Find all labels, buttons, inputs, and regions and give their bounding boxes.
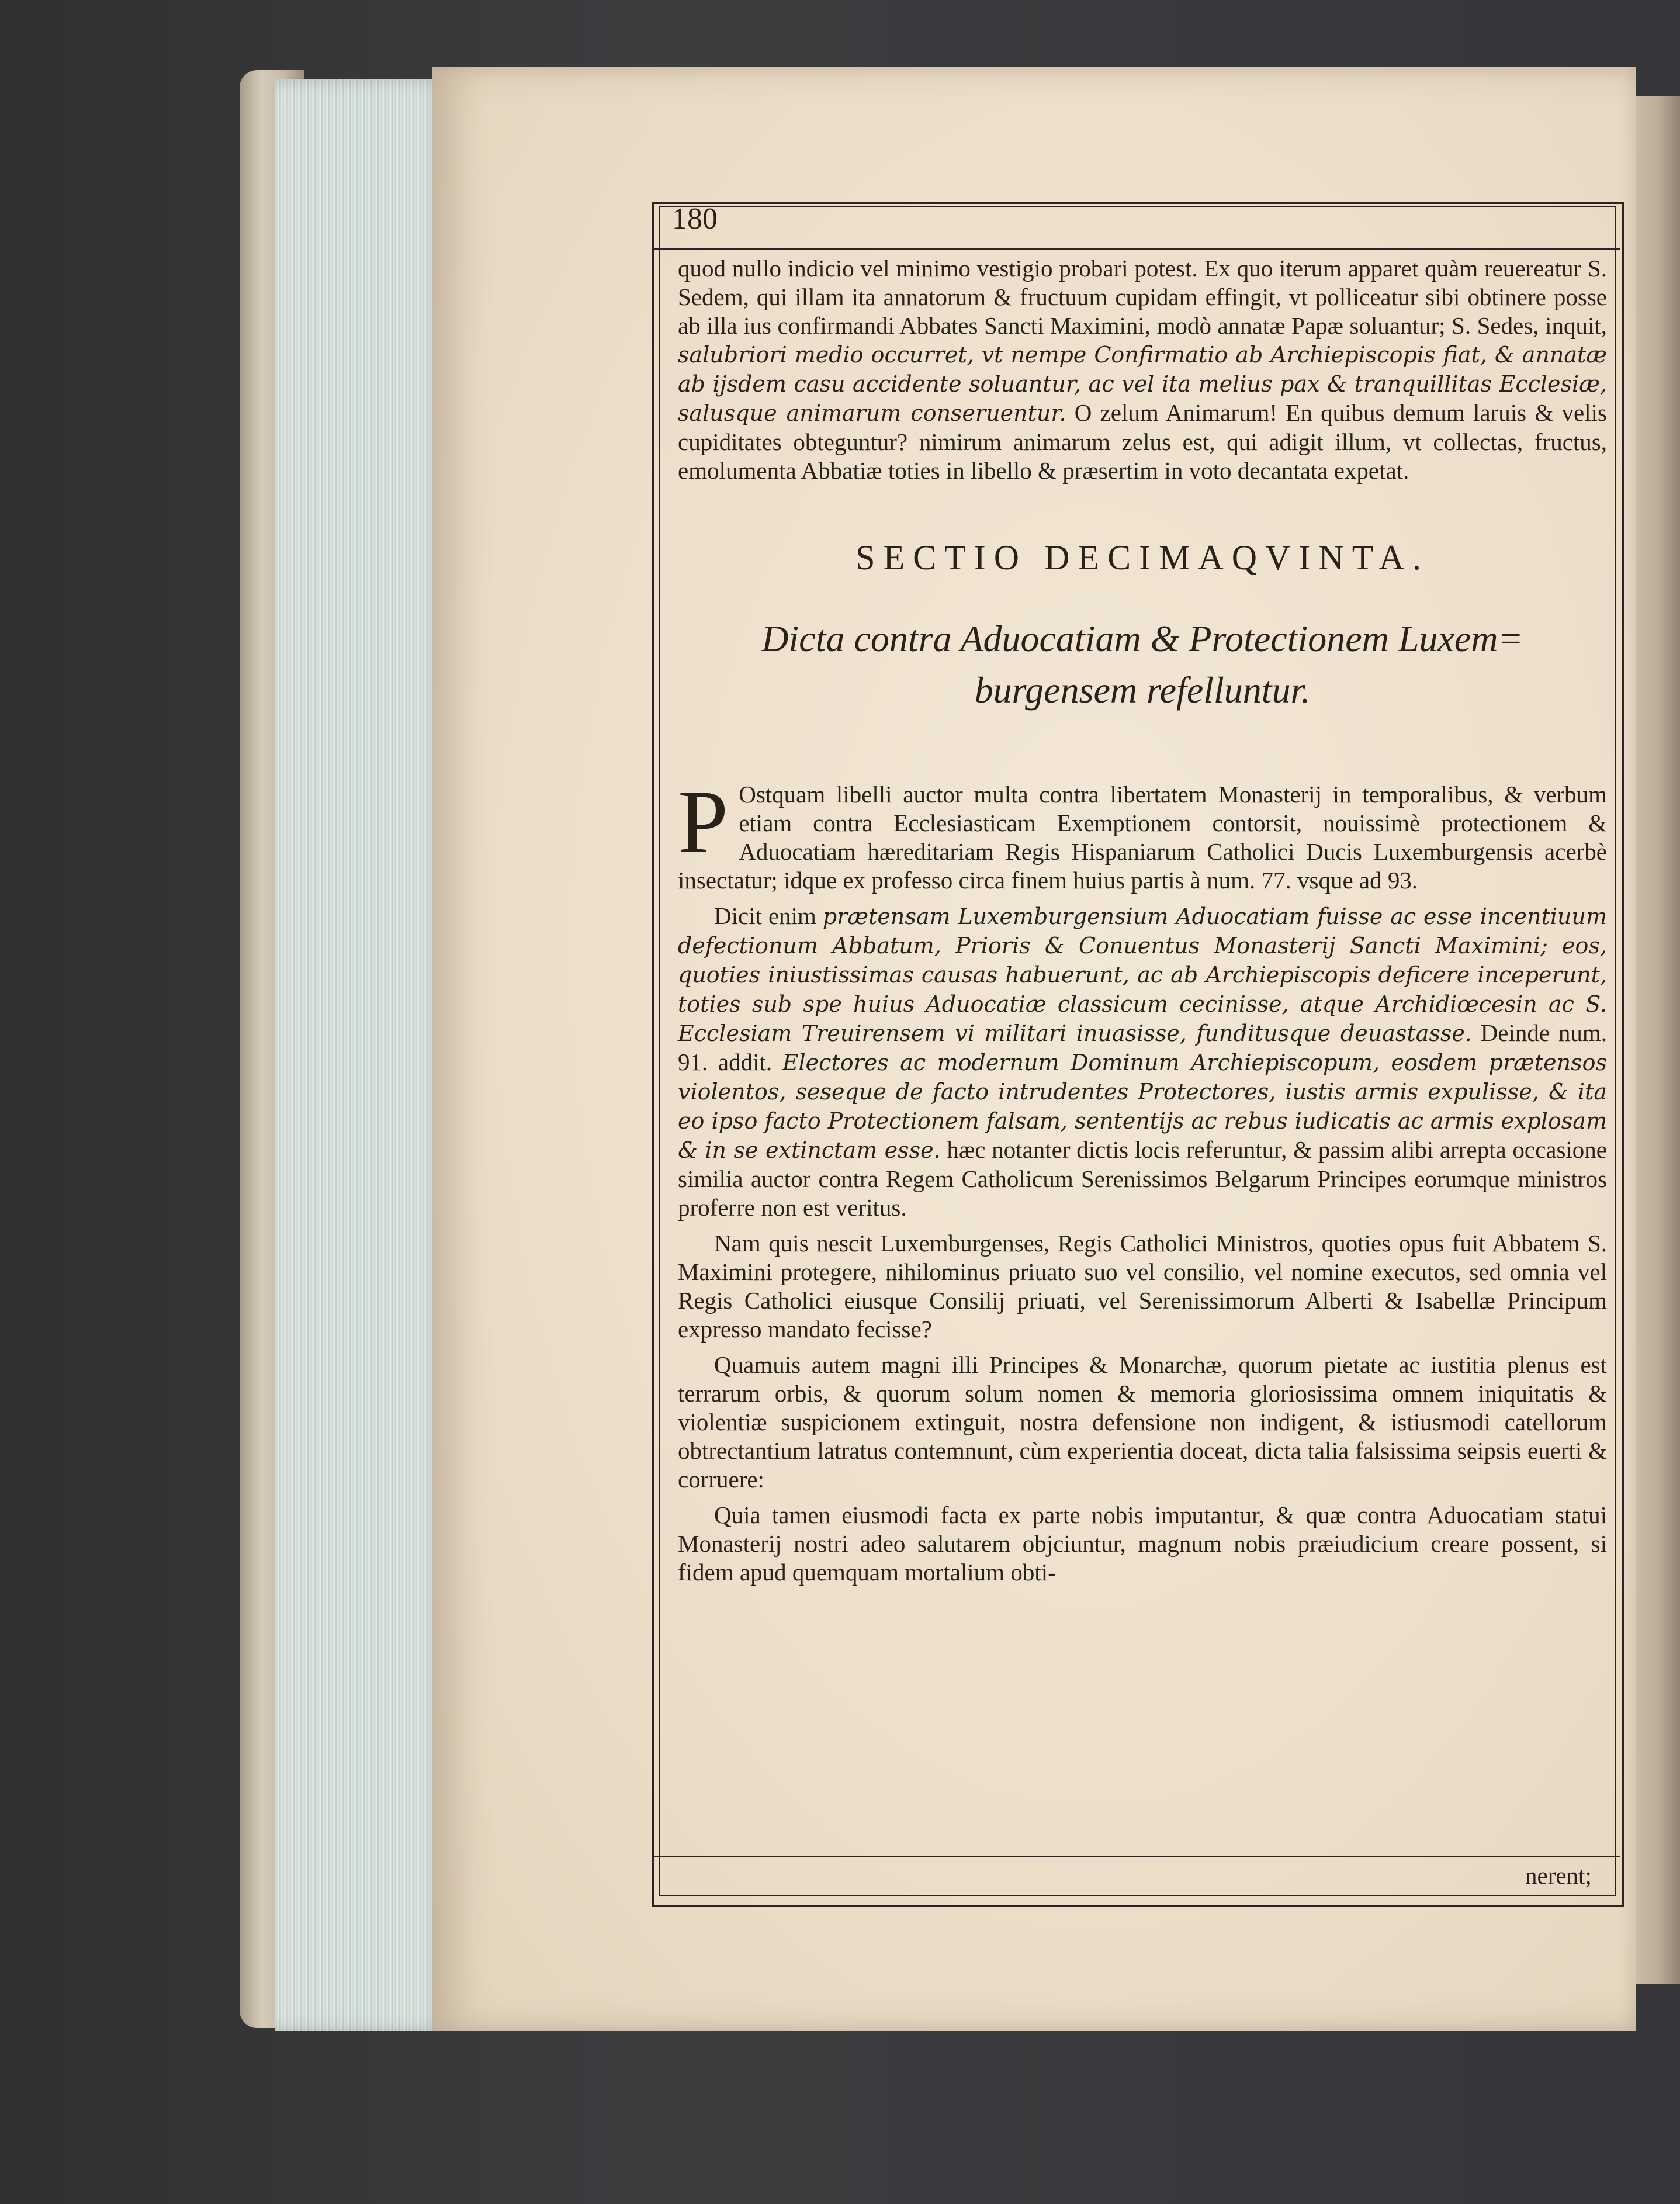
section-subtitle: [678, 613, 1607, 716]
paragraph-1-quote: salubriori medio occurret, vt nempe Confirmatio ab Archiepiscopis fiat, & annatæ ab ijsdem casu accidente soluantur, ac vel ita melius pax & tranquillitas Ecclesiæ, salusque animarum conseruentur.: [678, 342, 1607, 426]
subtitle-line-1: Dicta contra Aduocatiam & Protectionem Luxem=: [761, 618, 1523, 659]
paragraph-1-end: O zelum Animarum! En quibus demum laruis & velis cupiditates obteguntur? nimirum animarum zelus est, qui adigit illum, vt collectas, fructus, emolumenta Abbatiæ toties in libello & præsertim in voto decantata expetat.: [678, 399, 1607, 484]
page-number: 180: [672, 202, 718, 236]
header-rule: [652, 248, 1620, 250]
paragraph-6: Quia tamen eiusmodi facta ex parte nobis imputantur, & quæ contra Aduocatiam statui Monasterij nostri adeo salutarem objciuntur, magnum nobis præiudicium creare possent, si fidem apud quemquam mortalium obti-: [678, 1501, 1607, 1586]
paragraph-5: Quamuis autem magni illi Principes & Monarchæ, quorum pietate ac iustitia plenus est terrarum orbis, & quorum solum nomen & memoria gloriosissima omnem iniquitatis & violentiæ suspicionem extinguit, nostra defensione non indigent, & istiusmodi catellorum obtrectantium latratus contemnunt, cùm experientia doceat, dicta talia falsissima seipsis euerti & corruere:: [678, 1351, 1607, 1493]
paragraph-1: [678, 254, 1607, 485]
paragraph-3-quote-2: Electores ac modernum Dominum Archiepiscopum, eosdem prætensos violentos, seseque de facto intrudentes Protectores, iustis armis expulisse, & ita eo ipso facto Protectionem falsam, sententijs ac rebus iudicatis ac armis explosam & in se extinctam esse.: [678, 1050, 1607, 1163]
paragraph-3: [678, 902, 1607, 1222]
paragraph-4: Nam quis nescit Luxemburgenses, Regis Catholici Ministros, quoties opus fuit Abbatem S. Maximini protegere, nihilominus priuato suo vel consilio, vel nomine executos, sed omnia vel Regis Catholici eiusque Consilij priuati, vel Serenissimorum Alberti & Isabellæ Principum expresso mandato fecisse?: [678, 1230, 1607, 1343]
paragraph-2: [678, 771, 1607, 895]
footer-rule: [652, 1856, 1620, 1857]
page-edges: [275, 79, 450, 2031]
paragraph-3-end: hæc notanter dictis locis referuntur, & passim alibi arrepta occasione similia auctor contra Regem Catholicum Serenissimos Belgarum Principes eorumque ministros proferre non est veritus.: [678, 1136, 1608, 1221]
subtitle-line-2: burgensem refelluntur.: [974, 669, 1311, 711]
paragraph-3-mid: Deinde num. 91. addit.: [678, 1019, 1607, 1075]
paragraph-2-text: Ostquam libelli auctor multa contra libertatem Monasterij in temporalibus, & verbum etiam contra Ecclesiasticam Exemptionem contorsit, nouissimè protectionem & Aduocatiam hæreditariam Regis Hispaniarum Catholici Ducis Luxemburgensis acerbè insectatur; idque ex professo circa finem huius partis à num. 77. vsque ad 93.: [678, 781, 1607, 894]
section-title: SECTIO DECIMAQVINTA.: [855, 538, 1429, 577]
paragraph-3-start: Dicit enim: [714, 902, 816, 929]
text-block: [678, 254, 1607, 1594]
catchword: nerent;: [1525, 1862, 1592, 1889]
paragraph-3-quote-1: prætensam Luxemburgensium Aduocatiam fuisse ac esse incentiuum defectionum Abbatum, Prioris & Conuentus Monasterij Sancti Maximini; eos, quoties iniustissimas causas habuerunt, ac ab Archiepiscopis deficere inceperunt, toties sub spe huius Aduocatiæ classicum cecinisse, atque Archidiœcesin ac S. Ecclesiam Treuirensem vi militari inuasisse, funditusque deuastasse.: [678, 904, 1607, 1046]
drop-cap: P: [678, 771, 729, 872]
paragraph-1-text: quod nullo indicio vel minimo vestigio probari potest. Ex quo iterum apparet quàm reuereatur S. Sedem, qui illam ita annatorum & fructuum cupidam effingit, vt polliceatur sibi obtinere posse ab illa ius confirmandi Abbates Sancti Maximini, modò annatæ Papæ soluantur; S. Sedes, inquit,: [678, 255, 1607, 339]
